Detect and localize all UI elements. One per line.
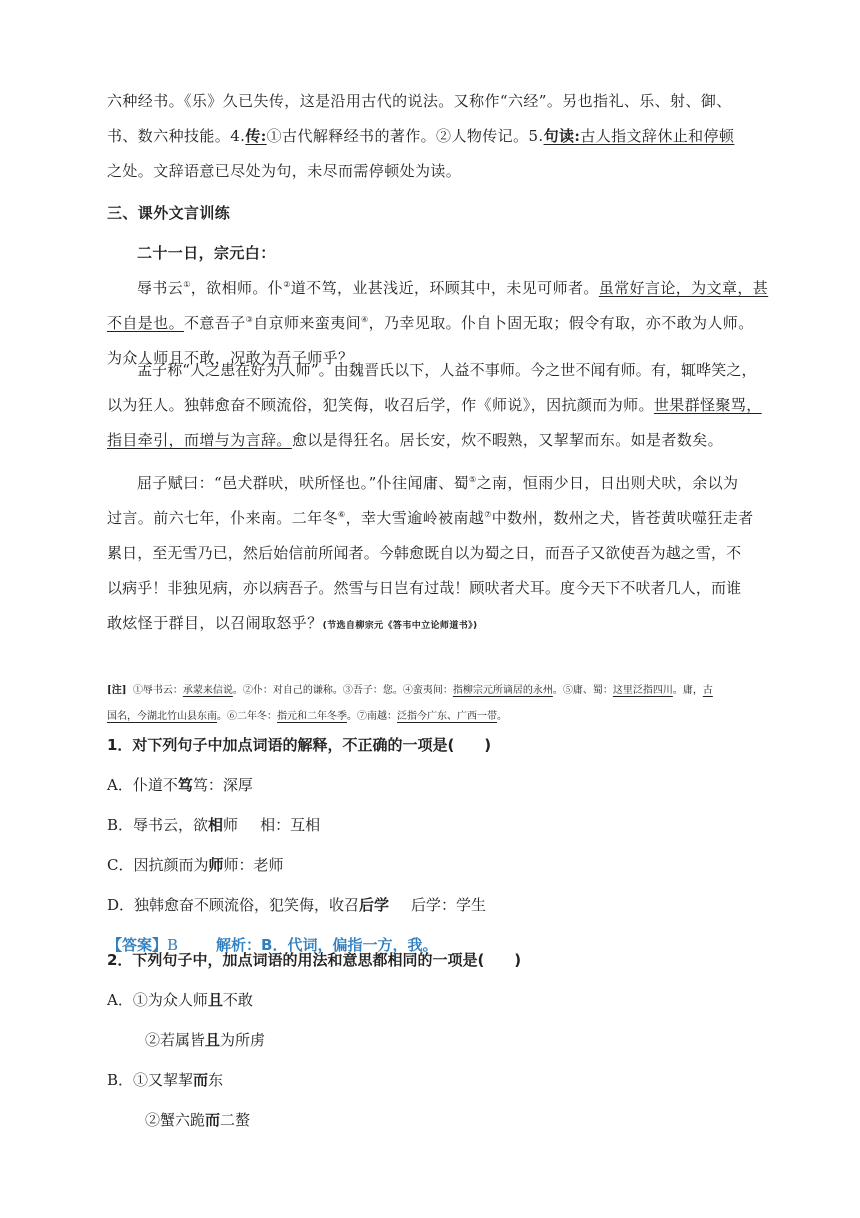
question-1 — [107, 725, 755, 965]
option-b: B．①又挈挈而东 — [107, 1071, 224, 1089]
passage-paragraph-2: 孟子称“人之患在好为人师”。由魏晋氏以下，人益不事师。今之世不闻有师。有，辄哗笑之， 以为狂人。独韩愈奋不顾流俗，犯笑侮，收召后学，作《师说》，因抗颜而为师。世果群怪聚骂， 指目牵引，而增与为言辞。愈以是得狂名。居长安，炊不暇熟，又挈挈而东。如是者数矣。 — [107, 361, 762, 449]
question-stem: 2．下列句子中，加点词语的用法和意思都相同的一项是( ) — [107, 951, 522, 969]
continued-notes — [107, 84, 755, 189]
underlined-sentence: 指目牵引，而增与为言辞。 — [107, 431, 292, 449]
dotted-word: 且 — [205, 1031, 221, 1049]
continued-line: 六种经书。《乐》久已失传，这是沿用古代的说法。又称作“六经”。另也指礼、乐、射、御、 — [107, 92, 732, 110]
continued-line: 之处。文辞语意已尽处为句，未尽而需停顿处为读。 — [107, 162, 462, 180]
dotted-word: 后学 — [359, 896, 390, 914]
underlined-sentence: 不自是也。 — [107, 314, 185, 332]
continued-line: 书、数六种技能。4.传:①古代解释经书的著作。②人物传记。5.句读:古人指文辞休止和停顿 — [107, 127, 735, 145]
passage-greeting: 二十一日，宗元白： — [137, 244, 276, 262]
answer-analysis: 解析：B．代词，偏指一方，我。 — [216, 936, 438, 954]
section-title: 三、课外文言训练 — [107, 204, 231, 222]
question-2 — [107, 940, 755, 1140]
option-b: B．辱书云，欲相师 相：互相 — [107, 816, 321, 834]
question-stem: 1．对下列句子中加点词语的解释，不正确的一项是( ) — [107, 736, 492, 754]
option-b-second: ②蟹六跪而二螯 — [145, 1111, 251, 1129]
notes-label: [注] — [107, 685, 127, 696]
dotted-word: 相 — [208, 816, 224, 834]
passage-paragraph-1: 辱书云①，欲相师。仆②道不笃，业甚浅近，环顾其中，未见可师者。虽常好言论，为文章，甚 不自是也。不意吾子③自京师来蛮夷间④，乃幸见取。仆自卜固无取；假令有取，亦不敢为人师。 为众人师且不敢，况敢为吾子师乎？ — [107, 279, 769, 367]
underlined-sentence: 虽常好言论，为文章，甚 — [598, 279, 769, 297]
option-d: D．独韩愈奋不顾流俗，犯笑侮，收召后学 后学：学生 — [107, 896, 487, 914]
classical-passage — [107, 236, 755, 271]
dotted-word: 师 — [208, 856, 224, 874]
dotted-word: 而 — [205, 1111, 221, 1129]
option-c: C．因抗颜而为师师：老师 — [107, 856, 284, 874]
term-zhuan: 传: — [245, 127, 267, 145]
dotted-word: 而 — [193, 1071, 209, 1089]
passage-paragraph-3: 屈子赋曰：“邑犬群吠，吠所怪也。”仆往闻庸、蜀⑤之南，恒雨少日，日出则犬吠，余以为 过言。前六七年，仆来南。二年冬⑥，幸大雪逾岭被南越⑦中数州，数州之犬，皆苍黄吠噬狂走者 累日，至无雪乃已，然后始信前所闻者。今韩愈既自以为蜀之日，而吾子又欲使吾为越之雪，不 以病乎！非独见病，亦以病吾子。然雪与日岂有过哉！顾吠者犬耳。度今天下不吠者几人，而谁 敢炫怪于群目，以召闹取怒乎？(节选自柳宗元《答韦中立论师道书》) — [107, 474, 754, 632]
annotation-notes: [注] ①辱书云：承蒙来信说。②仆：对自己的谦称。③吾子：您。④蛮夷间：指柳宗元所谪居的永州。⑤庸、蜀：这里泛指四川。庸，古 国名，今湖北竹山县东南。⑥二年冬：指元和二年冬季。⑦南越：泛指今广东、广西一带。 — [107, 685, 713, 722]
passage-source: (节选自柳宗元《答韦中立论师道书》) — [322, 621, 478, 631]
section-heading — [107, 196, 755, 231]
answer-label: 【答案】 — [107, 936, 168, 954]
answer-value: B — [167, 936, 179, 954]
dotted-word: 笃 — [177, 776, 193, 794]
term-judou: 句读: — [543, 127, 581, 145]
underlined-sentence: 世果群怪聚骂， — [653, 396, 762, 414]
option-a: A．仆道不笃笃：深厚 — [107, 776, 253, 794]
dotted-word: 且 — [207, 991, 223, 1009]
option-a: A．①为众人师且不敢 — [107, 991, 253, 1009]
option-a-second: ②若属皆且为所虏 — [145, 1031, 266, 1049]
